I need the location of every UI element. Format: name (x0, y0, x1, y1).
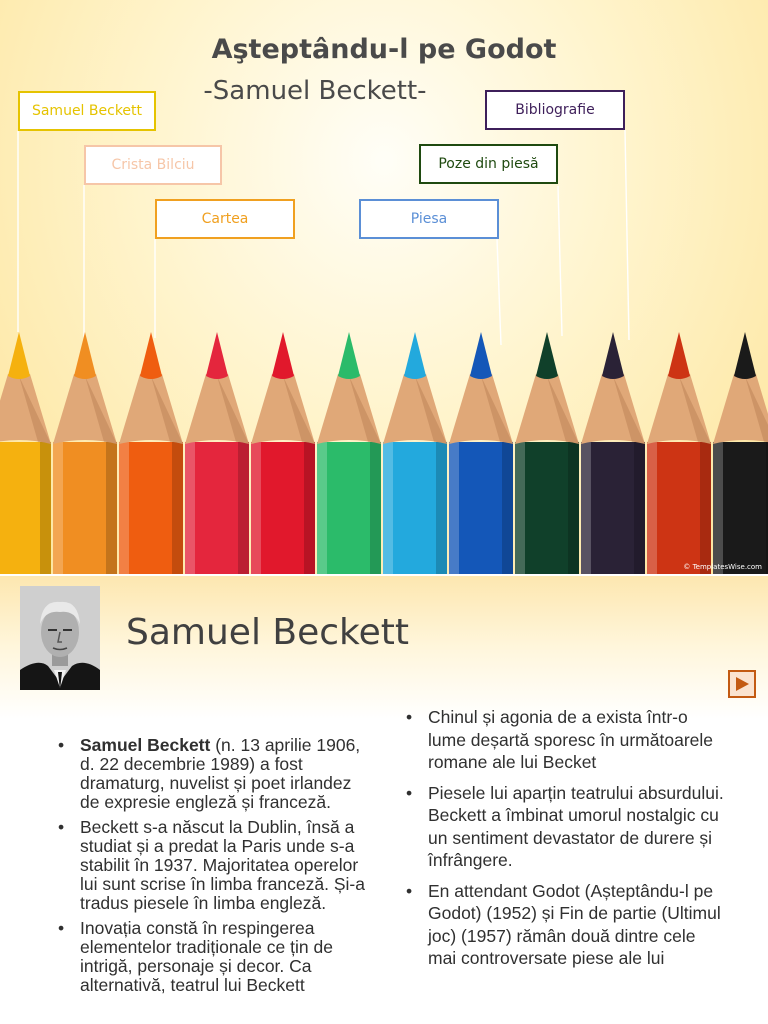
pencil-tip (602, 332, 624, 379)
pencil-tip (536, 332, 558, 379)
pencil-shade (238, 442, 249, 574)
pencil-tip (470, 332, 492, 379)
connector-line (558, 186, 562, 336)
pencil-shade (634, 442, 645, 574)
link-label: Cartea (201, 211, 249, 227)
pencil-shade (502, 442, 513, 574)
pencil (647, 332, 711, 574)
link-label: Piesa (410, 211, 448, 227)
pencil-tip (668, 332, 690, 379)
connector-line (625, 130, 629, 340)
pencil-tip (74, 332, 96, 379)
pencil-highlight (713, 442, 723, 574)
beckett-portrait-photo (20, 586, 100, 690)
list-item (400, 880, 726, 970)
pencil-tip (140, 332, 162, 379)
link-label: Samuel Beckett (31, 103, 143, 119)
link-bibliografie[interactable] (485, 90, 625, 130)
link-label: Crista Bilciu (111, 157, 195, 173)
left-bullet-list (52, 736, 366, 1001)
pencil (185, 332, 249, 574)
link-crista-bilciu[interactable] (84, 145, 222, 185)
pencil (251, 332, 315, 574)
pencil-highlight (515, 442, 525, 574)
pencil (53, 332, 117, 574)
pencil (383, 332, 447, 574)
pencil-tip (8, 332, 30, 379)
pencil-shade (568, 442, 579, 574)
pencil-shade (436, 442, 447, 574)
list-item (52, 736, 366, 812)
slide-subtitle: -Samuel Beckett- (203, 76, 427, 106)
pencil-highlight (53, 442, 63, 574)
link-samuel-beckett[interactable] (18, 91, 156, 131)
pencils-image (0, 326, 768, 574)
pencil-shade (370, 442, 381, 574)
bullet-bold-text: Samuel Beckett (80, 735, 211, 755)
pencil-shade (304, 442, 315, 574)
pencil-tip (206, 332, 228, 379)
watermark: © TemplatesWise.com (683, 563, 762, 571)
list-item (400, 782, 726, 872)
bullet-text: Beckett s-a născut la Dublin, însă a studiat și a predat la Paris unde s-a stabilit în 1937. Majoritatea operelor lui sunt scrise în limba franceză. Și-a tradus piesele în limba engleză. (80, 817, 365, 913)
pencil-tip (272, 332, 294, 379)
bullet-text: Chinul și agonia de a exista într-o lume deșartă sporesc în următoarele romane ale lui Becket (428, 707, 713, 772)
link-cartea[interactable] (155, 199, 295, 239)
pencil-highlight (647, 442, 657, 574)
bullet-text: Inovația constă în respingerea elementelor tradiționale ce țin de intrigă, personaje și decor. Ca alternativă, teatrul lui Beckett (80, 918, 333, 995)
pencil (515, 332, 579, 574)
link-label: Poze din piesă (438, 156, 539, 172)
next-slide-button[interactable] (728, 670, 756, 698)
samuel-beckett-slide (0, 576, 768, 1024)
pencil-tip (338, 332, 360, 379)
pencil (0, 332, 51, 574)
link-piesa[interactable] (359, 199, 499, 239)
right-bullet-list (400, 706, 726, 978)
link-label: Bibliografie (515, 102, 595, 118)
bullet-text: Piesele lui aparțin teatrului absurdului. Beckett a îmbinat umorul nostalgic cu un sentiment devastator de durere și înfrângere. (428, 782, 724, 870)
pencil-tip (734, 332, 756, 379)
slide-title: Aşteptându-l pe Godot (211, 34, 557, 65)
pencil-shade (700, 442, 711, 574)
slide-title: Samuel Beckett (126, 612, 409, 653)
bullet-text: En attendant Godot (Așteptându-l pe Godot) (1952) și Fin de partie (Ultimul joc) (1957) rămân două dintre cele mai controversate piese ale lui (428, 880, 721, 968)
pencil-shade (40, 442, 51, 574)
pencil (713, 332, 768, 574)
list-item (52, 919, 366, 995)
link-poze-din-piesa[interactable] (419, 144, 558, 184)
pencil-shade (106, 442, 117, 574)
pencil-highlight (383, 442, 393, 574)
pencil-highlight (119, 442, 129, 574)
pencil-highlight (317, 442, 327, 574)
play-next-icon (733, 675, 751, 693)
pencil-highlight (251, 442, 261, 574)
pencil (581, 332, 645, 574)
pencil-shade (172, 442, 183, 574)
pencil (317, 332, 381, 574)
pencil-tip (404, 332, 426, 379)
pencil-highlight (581, 442, 591, 574)
pencil-highlight (185, 442, 195, 574)
pencil-highlight (449, 442, 459, 574)
list-item (400, 706, 726, 774)
pencil (449, 332, 513, 574)
list-item (52, 818, 366, 913)
bullet-text: (n. 13 aprilie 1906, d. 22 decembrie 1989) a fost dramaturg, nuvelist și poet irlandez de expresie engleză și franceză. (80, 735, 361, 812)
pencil (119, 332, 183, 574)
